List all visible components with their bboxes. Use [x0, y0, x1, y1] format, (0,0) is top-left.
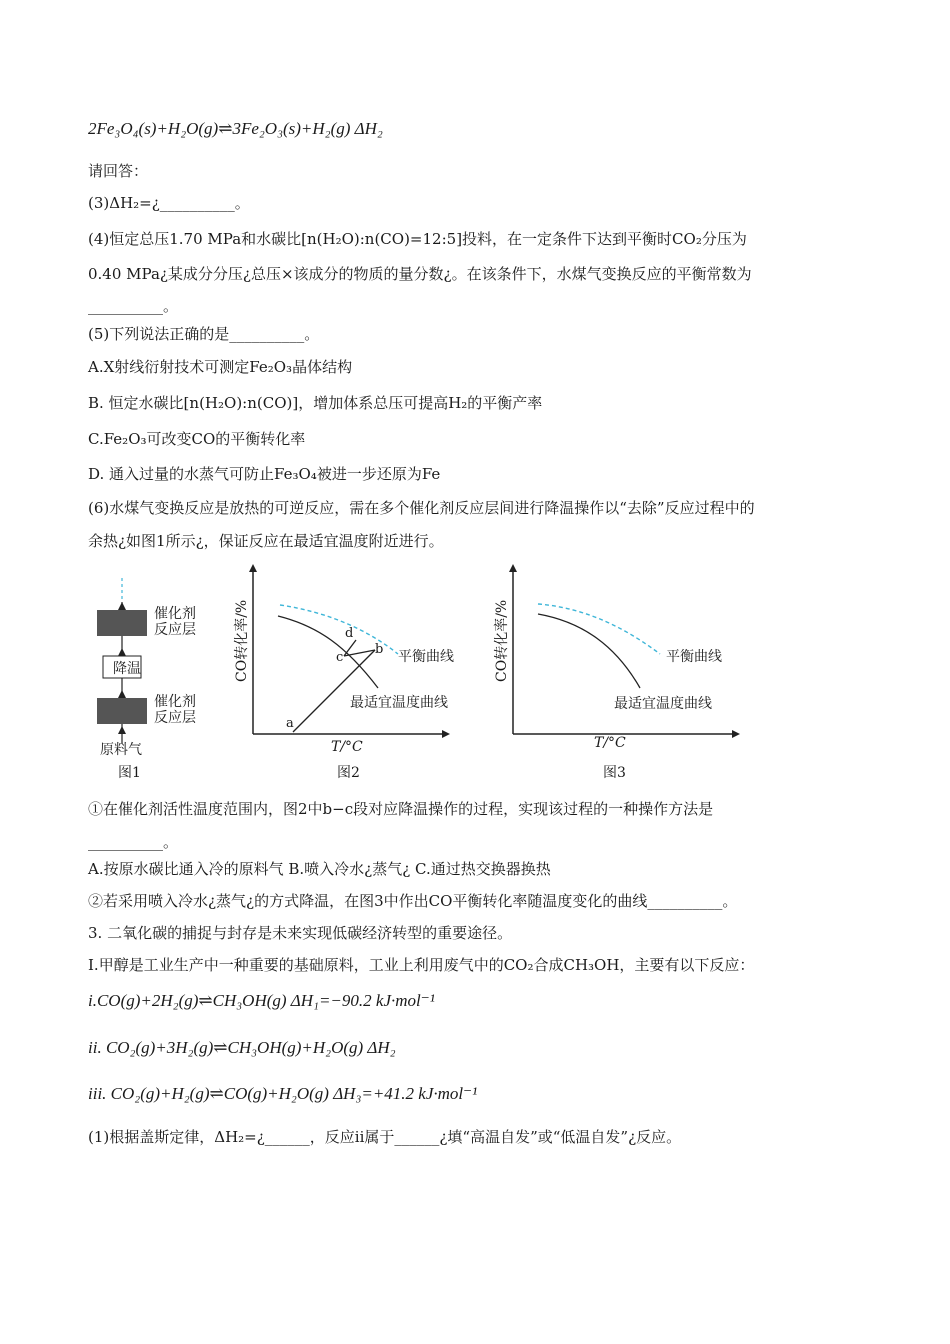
- fig2-equilibrium-label: 平衡曲线: [398, 649, 454, 665]
- fig2-point-b: b: [375, 642, 384, 657]
- please-answer: 请回答：: [88, 162, 149, 180]
- question-4-line2: 0.40 MPa¿某成分分压¿总压×该成分的物质的量分数¿。在该条件下，水煤气变换反应的平衡常数为: [88, 265, 752, 283]
- reaction-i: i.CO(g)+2H₂(g)⇌CH₃OH(g) ΔH₁=−90.2 kJ·mol⁻¹: [88, 991, 435, 1010]
- question-4-blank: __________。: [88, 297, 179, 315]
- question-6-2: ②若采用喷入冷水¿蒸气¿的方式降温，在图3中作出CO平衡转化率随温度变化的曲线__________。: [88, 892, 738, 910]
- fig3-xlabel: T/°C: [594, 735, 626, 751]
- fig2-xlabel: T/°C: [331, 739, 363, 755]
- fig2-point-a: a: [286, 716, 294, 731]
- fig1-feed-label: 原料气: [100, 742, 142, 758]
- option-5a: A.X射线衍射技术可测定Fe₂O₃晶体结构: [88, 358, 353, 376]
- fig2-point-c: c: [336, 650, 344, 665]
- question-3: (3)ΔH₂=¿__________。: [88, 194, 250, 212]
- option-5d: D. 通入过量的水蒸气可防止Fe₃O₄被进一步还原为Fe: [88, 465, 441, 483]
- option-5b: B. 恒定水碳比[n(H₂O):n(CO)]，增加体系总压可提高H₂的平衡产率: [88, 394, 543, 412]
- question-6-line2: 余热¿如图1所示¿，保证反应在最适宜温度附近进行。: [88, 532, 444, 550]
- option-5c: C.Fe₂O₃可改变CO的平衡转化率: [88, 430, 306, 448]
- question-5: (5)下列说法正确的是__________。: [88, 325, 320, 343]
- question-6-1-options: A.按原水碳比通入冷的原料气 B.喷入冷水¿蒸气¿ C.通过热交换器换热: [88, 860, 551, 878]
- fig3-ylabel: CO转化率/%: [494, 599, 510, 682]
- question-4-line1: (4)恒定总压1.70 MPa和水碳比[n(H₂O):n(CO)=12:5]投料，在一定条件下达到平衡时CO₂分压为: [88, 230, 747, 248]
- fig3-optimal-label: 最适宜温度曲线: [614, 696, 712, 712]
- question-6-1-blank: __________。: [88, 833, 179, 851]
- equation-fe3o4: 2Fe₃O₄(s)+H₂O(g)⇌3Fe₂O₃(s)+H₂(g) ΔH₂: [88, 119, 383, 138]
- fig2-ab-line: [293, 650, 375, 732]
- reaction-ii: ii. CO₂(g)+3H₂(g)⇌CH₃OH(g)+H₂O(g) ΔH₂: [88, 1038, 396, 1057]
- fig2-point-d: d: [345, 626, 354, 641]
- fig1-top-layer-label: 催化剂 反应层: [154, 606, 196, 638]
- fig3-optimal-curve: [538, 614, 640, 688]
- fig2-ylabel: CO转化率/%: [234, 599, 250, 682]
- figure-1: [92, 574, 212, 784]
- question-3-intro: 3. 二氧化碳的捕捉与封存是未来实现低碳经济转型的重要途径。: [88, 924, 513, 942]
- reaction-iii: iii. CO₂(g)+H₂(g)⇌CO(g)+H₂O(g) ΔH₃=+41.2 kJ·mol⁻¹: [88, 1084, 478, 1103]
- fig3-equilibrium-label: 平衡曲线: [666, 649, 722, 665]
- fig2-optimal-label: 最适宜温度曲线: [350, 695, 448, 711]
- question-3-1: (1)根据盖斯定律，ΔH₂=¿______，反应ii属于______¿填“高温自发”或“低温自发”¿反应。: [88, 1128, 682, 1146]
- fig2-caption: 图2: [337, 765, 360, 781]
- figure-3: [488, 562, 748, 784]
- fig1-bottom-layer-label: 催化剂 反应层: [154, 694, 196, 726]
- question-3-part1-intro: I.甲醇是工业生产中一种重要的基础原料，工业上利用废气中的CO₂合成CH₃OH，主要有以下反应：: [88, 956, 755, 974]
- question-6-1: ①在催化剂活性温度范围内，图2中b−c段对应降温操作的过程，实现该过程的一种操作方法是: [88, 800, 714, 818]
- fig3-equilibrium-curve: [538, 604, 660, 654]
- fig1-cooling-label: 降温: [113, 661, 141, 677]
- fig1-caption: 图1: [118, 765, 141, 781]
- figure-2: [228, 562, 458, 784]
- question-6-line1: (6)水煤气变换反应是放热的可逆反应，需在多个催化剂反应层间进行降温操作以“去除”反应过程中的: [88, 499, 755, 517]
- fig3-caption: 图3: [603, 765, 626, 781]
